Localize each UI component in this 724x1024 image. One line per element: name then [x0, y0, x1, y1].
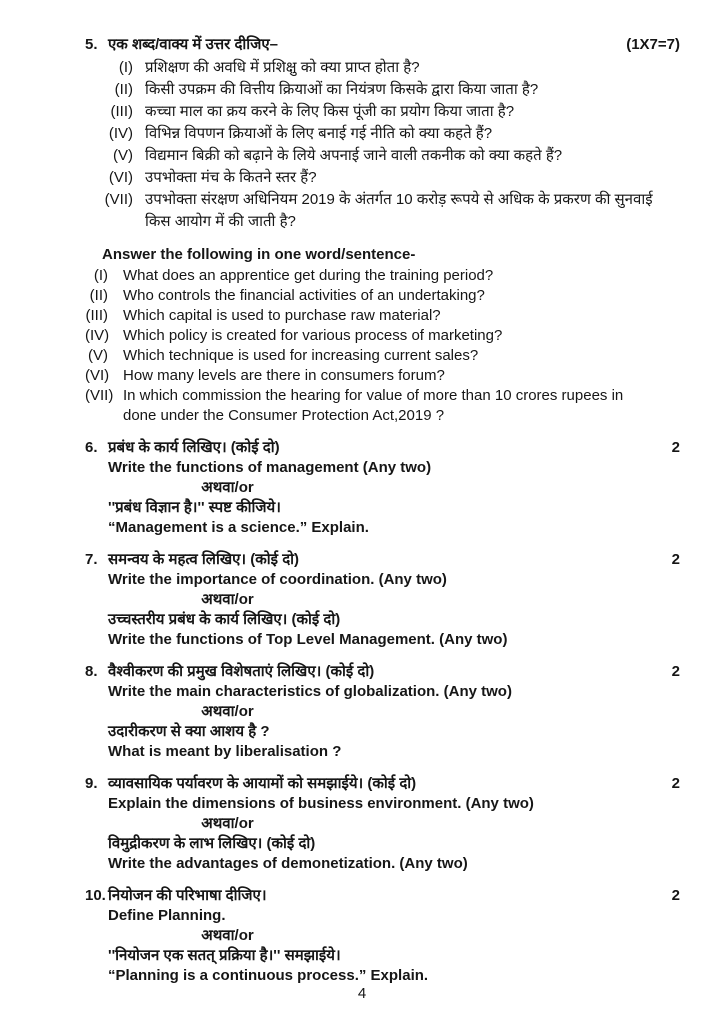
question-number: 7. — [85, 551, 98, 568]
item-numeral: (III) — [110, 103, 133, 120]
question-9 — [85, 774, 680, 874]
item-numeral: (I) — [93, 267, 108, 284]
list-item — [85, 266, 680, 286]
item-numeral: (V) — [113, 147, 133, 164]
item-text: Which policy is created for various process of marketing? — [123, 327, 503, 344]
question-alt-english: What is meant by liberalisation ? — [108, 743, 342, 760]
list-item — [85, 326, 680, 346]
question-5 — [85, 34, 680, 426]
question-alt-hindi: ''प्रबंध विज्ञान है।'' स्पष्ट कीजिये। — [108, 499, 281, 516]
question-number: 9. — [85, 775, 98, 792]
item-text: उपभोक्ता संरक्षण अधिनियम 2019 के अंतर्गत 10 करोड़ रूपये से अधिक के प्रकरण की सुनवाई किस आयोग में की जाती है? — [145, 191, 653, 230]
page-number: 4 — [357, 985, 367, 1002]
hindi-subquestion-list — [85, 57, 680, 233]
question-alt-hindi: विमुद्रीकरण के लाभ लिखिए। (कोई दो) — [108, 835, 316, 852]
item-numeral: (IV) — [85, 327, 110, 344]
question-text-english: Define Planning. — [108, 907, 226, 924]
item-text: Which capital is used to purchase raw material? — [123, 307, 441, 324]
question-number: 8. — [85, 663, 98, 680]
list-item — [85, 189, 680, 233]
question-10 — [85, 886, 680, 986]
question-text-hindi: वैश्वीकरण की प्रमुख विशेषताएं लिखिए। (कोई दो) — [108, 663, 375, 680]
list-item — [85, 123, 680, 145]
item-text: Who controls the financial activities of an undertaking? — [123, 287, 485, 304]
item-text: How many levels are there in consumers forum? — [123, 367, 445, 384]
item-text: किसी उपक्रम की वित्तीय क्रियाओं का नियंत्रण किसके द्वारा किया जाता है? — [145, 81, 539, 98]
item-text: In which commission the hearing for value of more than 10 crores rupees in done under the Consumer Protection Act,2019 ? — [123, 387, 624, 424]
item-numeral: (II) — [89, 287, 108, 304]
item-text: विद्यमान बिक्री को बढ़ाने के लिये अपनाई जाने वाली तकनीक को क्या कहते हैं? — [145, 147, 563, 164]
question-text-hindi: नियोजन की परिभाषा दीजिए। — [108, 887, 267, 904]
question-text-english: Write the functions of management (Any two) — [108, 459, 432, 476]
question-heading-row — [85, 662, 680, 682]
item-text: Which technique is used for increasing current sales? — [123, 347, 479, 364]
question-alt-english: Write the advantages of demonetization. (Any two) — [108, 855, 468, 872]
question-text-hindi: प्रबंध के कार्य लिखिए। (कोई दो) — [108, 439, 280, 456]
english-subquestion-list — [85, 266, 680, 426]
question-8 — [85, 662, 680, 762]
or-separator: अथवा/or — [201, 927, 254, 944]
item-numeral: (I) — [118, 59, 133, 76]
list-item — [85, 145, 680, 167]
item-numeral: (VI) — [85, 367, 110, 384]
list-item — [85, 167, 680, 189]
question-alt-hindi: उच्चस्तरीय प्रबंध के कार्य लिखिए। (कोई दो) — [108, 611, 341, 628]
question-number: 5. — [85, 36, 98, 53]
question-heading-row — [85, 438, 680, 458]
list-item — [85, 386, 680, 426]
question-text-english: Write the main characteristics of globalization. (Any two) — [108, 683, 512, 700]
question-marks: 2 — [671, 551, 680, 568]
item-numeral: (IV) — [108, 125, 133, 142]
question-number: 6. — [85, 439, 98, 456]
item-numeral: (VII) — [85, 387, 114, 404]
question-text-hindi: व्यावसायिक पर्यावरण के आयामों को समझाईये। (कोई दो) — [108, 775, 417, 792]
question-marks: 2 — [671, 439, 680, 456]
item-numeral: (II) — [114, 81, 133, 98]
or-separator: अथवा/or — [201, 479, 254, 496]
item-text: What does an apprentice get during the training period? — [123, 267, 494, 284]
question-5-heading-row — [85, 34, 680, 54]
item-text: उपभोक्ता मंच के कितने स्तर हैं? — [145, 169, 317, 186]
question-alt-hindi: ''नियोजन एक सतत् प्रक्रिया है।'' समझाईये। — [108, 947, 341, 964]
item-numeral: (V) — [88, 347, 108, 364]
list-item — [85, 101, 680, 123]
question-marks: 2 — [671, 775, 680, 792]
question-heading-row — [85, 774, 680, 794]
question-text-hindi: समन्वय के महत्व लिखिए। (कोई दो) — [108, 551, 300, 568]
question-heading-row — [85, 886, 680, 906]
list-item — [85, 346, 680, 366]
question-6 — [85, 438, 680, 538]
question-alt-english: “Management is a science.” Explain. — [108, 519, 369, 536]
list-item — [85, 366, 680, 386]
list-item — [85, 286, 680, 306]
item-text: विभिन्न विपणन क्रियाओं के लिए बनाई गई नीति को क्या कहते हैं? — [145, 125, 493, 142]
item-numeral: (VI) — [108, 169, 133, 186]
question-marks: 2 — [671, 887, 680, 904]
question-title-english: Answer the following in one word/sentence- — [102, 246, 416, 263]
or-separator: अथवा/or — [201, 703, 254, 720]
item-numeral: (III) — [85, 307, 108, 324]
or-separator: अथवा/or — [201, 815, 254, 832]
item-text: कच्चा माल का क्रय करने के लिए किस पूंजी का प्रयोग किया जाता है? — [145, 103, 515, 120]
item-numeral: (VII) — [104, 191, 133, 208]
question-text-english: Write the importance of coordination. (Any two) — [108, 571, 447, 588]
question-marks: (1X7=7) — [626, 36, 680, 53]
question-heading-row — [85, 550, 680, 570]
question-title-hindi: एक शब्द/वाक्य में उत्तर दीजिए– — [108, 36, 278, 53]
question-alt-hindi: उदारीकरण से क्या आशय है ? — [108, 723, 270, 740]
list-item — [85, 79, 680, 101]
question-alt-english: “Planning is a continuous process.” Explain. — [108, 967, 429, 984]
question-7 — [85, 550, 680, 650]
question-text-english: Explain the dimensions of business environment. (Any two) — [108, 795, 534, 812]
list-item — [85, 306, 680, 326]
question-marks: 2 — [671, 663, 680, 680]
list-item — [85, 57, 680, 79]
question-alt-english: Write the functions of Top Level Management. (Any two) — [108, 631, 508, 648]
item-text: प्रशिक्षण की अवधि में प्रशिक्षु को क्या प्राप्त होता है? — [145, 59, 420, 76]
question-number: 10. — [85, 887, 106, 904]
or-separator: अथवा/or — [201, 591, 254, 608]
